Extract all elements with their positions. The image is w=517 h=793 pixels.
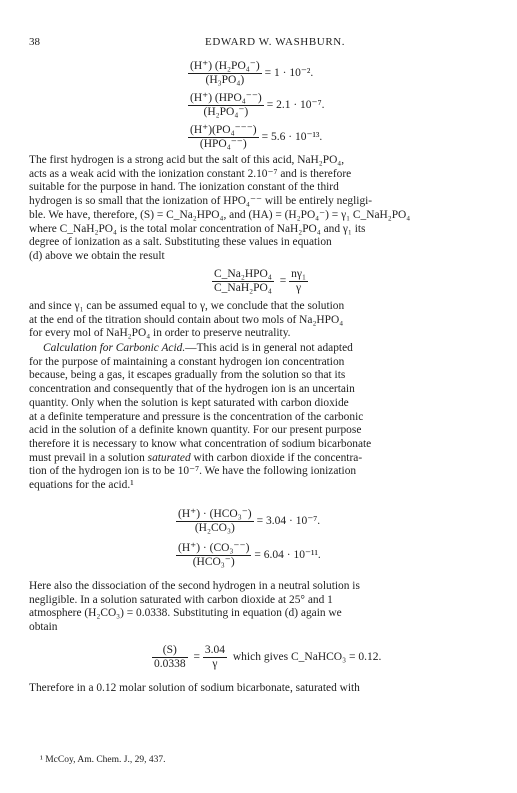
text-line: ble. We have, therefore, (S) = C_Na₂HPO₄, and (HA) = (H₂PO₄⁻) = γ₁ C_NaH₂PO₄ [29, 208, 411, 221]
equation-numerator: (H⁺) (HPO₄⁻⁻) [190, 92, 262, 104]
paragraph-first-hydrogen [29, 154, 495, 264]
equation-denominator: 0.0338 [154, 658, 186, 670]
equation-denominator: (H₃PO₄) [205, 74, 245, 86]
text-line: where C_NaH₂PO₄ is the total molar concentration of NaH₂PO₄ and γ₁ its [29, 222, 366, 235]
paragraph-second-dissociation [29, 580, 495, 635]
section-heading: Calculation for Carbonic Acid. [43, 342, 186, 354]
equation-value: = 2.1 · 10⁻⁷. [266, 99, 325, 111]
text-line: hydrogen is so small that the ionization of HPO₄⁻⁻ will be entirely negligi- [29, 195, 373, 208]
equation-phosphoric-2 [188, 92, 325, 119]
text-line: for every mol of NaH₂PO₄ in order to preserve neutrality. [29, 327, 291, 340]
paragraph-carbonic-acid [29, 342, 495, 493]
text-span: must prevail in a solution [29, 451, 148, 464]
equation-numerator: (H⁺) · (HCO₃⁻) [178, 508, 252, 520]
text-line: suitable for the purpose in hand. The ionization constant of the third [29, 181, 339, 194]
text-line [29, 342, 495, 356]
equation-numerator: (H⁺) · (CO₃⁻⁻) [178, 542, 250, 554]
equation-denominator: (HCO₃⁻) [192, 556, 235, 568]
text-line: obtain [29, 621, 58, 634]
equation-value: = 6.04 · 10⁻¹¹. [254, 549, 321, 561]
equation-denominator: (H₂PO₄⁻) [203, 106, 249, 118]
equation-value: = 1 · 10⁻². [264, 67, 314, 79]
text-line: acid in the solution of a definite known quantity. For our present purpose [29, 424, 362, 437]
equation-salt-ratio [212, 268, 308, 295]
equation-numerator: nγ₁ [291, 268, 306, 280]
footnote: ¹ McCoy, Am. Chem. J., 29, 437. [40, 755, 166, 765]
equation-value: = 3.04 · 10⁻⁷. [256, 515, 321, 527]
equals-sign: = [193, 651, 200, 663]
text-line: because, being a gas, it escapes gradually from the solution so that its [29, 369, 346, 382]
equation-denominator: C_NaH₂PO₄ [214, 282, 272, 294]
text-line: for the purpose of maintaining a constant hydrogen ion concentration [29, 355, 345, 368]
paragraph-neutrality [29, 300, 495, 341]
equation-numerator: 3.04 [204, 644, 225, 656]
text-line: and since γ₁ can be assumed equal to γ, we conclude that the solution [29, 300, 345, 312]
text-line: atmosphere (H₂CO₃) = 0.0338. Substituting in equation (d) again we [29, 607, 342, 620]
text-line: at a definite temperature and pressure is the concentration of the carbonic [29, 410, 364, 423]
equation-numerator: (H⁺) (H₂PO₄⁻) [190, 60, 260, 72]
equation-phosphoric-3 [188, 124, 322, 151]
text-line: The first hydrogen is a strong acid but the salt of this acid, NaH₂PO₄, [29, 154, 345, 166]
equation-bicarbonate [152, 644, 381, 671]
text-span: with carbon dioxide if the concentra- [190, 451, 363, 464]
page-number: 38 [29, 36, 40, 48]
text-line: tion of the hydrogen ion is to be 10⁻⁷. We have the following ionization [29, 465, 357, 478]
text-line: acts as a weak acid with the ionization constant 2.10⁻⁷ and is therefore [29, 167, 352, 180]
equation-value: = 5.6 · 10⁻¹³. [261, 131, 323, 143]
equation-numerator: (H⁺)(PO₄⁻⁻⁻) [190, 124, 257, 136]
equation-carbonic-2 [176, 542, 321, 569]
equals-sign: = [279, 275, 287, 287]
text-line: therefore it is necessary to know what concentration of sodium bicarbonate [29, 437, 372, 450]
italic-word: saturated [147, 451, 191, 464]
equation-carbonic-1 [176, 508, 320, 535]
text-line: concentration and consequently that of the hydrogen ion is an uncertain [29, 383, 355, 396]
text-span: —This acid is in general not adapted [185, 342, 353, 354]
running-title: EDWARD W. WASHBURN. [205, 36, 346, 48]
equation-denominator: γ [295, 282, 302, 294]
text-line: Here also the dissociation of the second hydrogen in a neutral solution is [29, 580, 360, 592]
text-line: quantity. Only when the solution is kept saturated with carbon dioxide [29, 396, 349, 409]
paragraph-last-line: Therefore in a 0.12 molar solution of sodium bicarbonate, saturated with [29, 682, 360, 694]
equation-phosphoric-1 [188, 60, 313, 87]
equation-denominator: γ [212, 658, 218, 670]
text-line [29, 452, 495, 466]
text-line: (d) above we obtain the result [29, 249, 165, 262]
equation-denominator: (H₂CO₃) [194, 522, 235, 534]
equation-numerator: (S) [152, 644, 188, 658]
text-line: degree of ionization as a salt. Substituting these values in equation [29, 236, 332, 249]
text-line: at the end of the titration should contain about two mols of Na₂HPO₄ [29, 313, 344, 326]
equation-denominator: (HPO₄⁻⁻) [199, 138, 247, 150]
text-line: negligible. In a solution saturated with carbon dioxide at 25° and 1 [29, 593, 333, 606]
equation-numerator: C_Na₂HPO₄ [214, 268, 272, 280]
text-line: equations for the acid.¹ [29, 479, 134, 492]
equation-conclusion: which gives C_NaHCO₃ = 0.12. [232, 651, 382, 663]
